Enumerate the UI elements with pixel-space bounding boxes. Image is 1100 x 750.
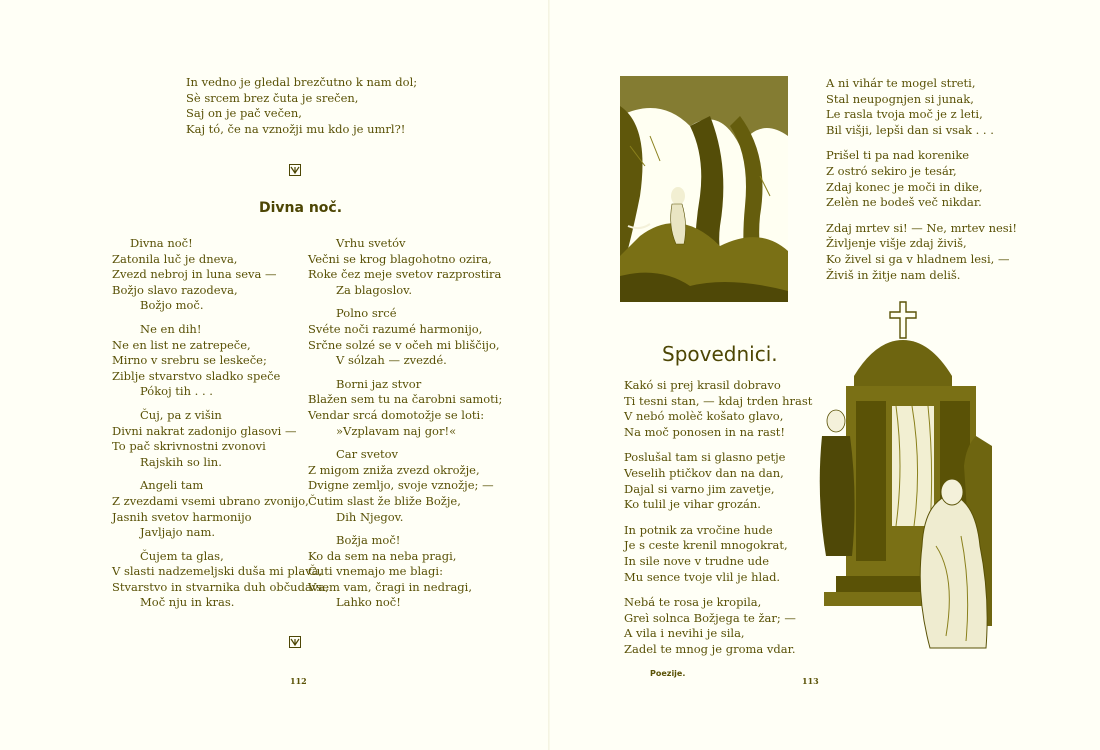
verse-line: Pókoj tih . . . [140, 384, 213, 399]
verse-line: Vsem vam, čragi in nedragi, [308, 579, 472, 594]
verse-line: In sile nove v trudne ude [624, 553, 770, 568]
stanza [112, 236, 302, 314]
verse-line: Blažen sem tu na čarobni samoti; [308, 392, 503, 407]
verse-line: V slasti nadzemeljski duša mi plava, [112, 564, 323, 579]
stanza [308, 236, 502, 298]
poem-title: Spovednici. [662, 342, 778, 366]
verse-line: Javljajo nam. [140, 525, 216, 540]
page-number: 112 [290, 676, 307, 686]
stanza [112, 478, 309, 540]
verse-line: Božjo moč. [140, 298, 204, 313]
verse-line: Veselih ptičkov dan na dan, [624, 465, 784, 480]
poem-bottom-column [624, 378, 812, 658]
verse-line: Greì solnca Božjega te žar; — [624, 610, 796, 625]
verse-line: Le rasla tvoja moč je z leti, [826, 107, 983, 122]
verse-line: Car svetov [336, 447, 399, 462]
stanza [308, 376, 503, 439]
verse-line: Ne en list ne zatrepeče, [112, 337, 251, 352]
verse-line: Čutim slast že bliže Božje, [308, 493, 461, 508]
verse-line: In vedno je gledal brezčutno k nam dol; [186, 75, 418, 89]
verse-line: Polno srcé [336, 306, 397, 321]
verse-line: Lahko noč! [336, 595, 401, 610]
verse-line: Sè srcem brez čuta je srečen, [186, 90, 359, 105]
verse-line: Z migom zniža zvezd okrožje, [308, 462, 480, 477]
verse-line: Ti tesni stan, — kdaj trden hrast [624, 393, 813, 408]
verse-line: Čujem ta glas, [140, 548, 224, 563]
verse-line: Borni jaz stvor [336, 376, 422, 391]
verse-line: Kaj tó, če na vznožji mu kdo je umrl?! [186, 121, 406, 136]
verse-line: Čuj, pa z višin [140, 407, 222, 422]
stanza [112, 322, 302, 400]
verse-line: Z ostró sekiro je tesár, [826, 163, 957, 178]
verse-line: Saj on je pač večen, [186, 106, 302, 121]
verse-line: Dajal si varno jim zavetje, [624, 481, 775, 496]
verse-line: V sólzah — zvezdé. [336, 353, 447, 368]
verse-line: Zadel te mnog je groma vdar. [624, 641, 796, 656]
verse-line: »Vzplavam naj gor!« [336, 423, 457, 438]
verse-line: Roke čez meje svetov razprostira [308, 267, 502, 282]
verse-line: Ko živel si ga v hladnem lesi, — [826, 251, 1010, 266]
verse-line: Mirno v srebru se leskeče; [112, 353, 267, 368]
verse-line: Divna noč! [130, 236, 193, 250]
verse-line: Življenje višje zdaj živiš, [826, 236, 967, 251]
verse-line: To pač skrivnostni zvonovi [112, 439, 266, 454]
verse-line: Srčne solzé se v očeh mi bliščijo, [308, 337, 500, 352]
verse-line: A vila i nevihi je sila, [624, 626, 745, 641]
verse-line: Zatonila luč je dneva, [112, 251, 238, 266]
verse-line: Zvezd nebroj in luna seva — [112, 267, 277, 282]
verse-line: Divni nakrat zadonijo glasovi — [112, 423, 297, 438]
stanza [624, 378, 812, 440]
poem-column-1 [112, 236, 329, 611]
stanza [112, 408, 302, 470]
top-stanza [186, 75, 417, 137]
right-page [550, 0, 1100, 750]
verse-line: Ziblje stvarstvo sladko speče [112, 368, 281, 383]
verse-line: Je s ceste krenil mnogokrat, [624, 538, 788, 553]
verse-line: Vrhu svetóv [336, 236, 406, 250]
verse-line: Kakó si prej krasil dobravo [624, 378, 781, 392]
verse-line: Večni se krog blagohotno ozira, [308, 251, 492, 266]
page-number: 113 [802, 676, 819, 686]
verse-line: A ni vihár te mogel streti, [826, 76, 976, 90]
verse-line: Bil višji, lepši dan si vsak . . . [826, 122, 994, 137]
ornament-icon [289, 164, 301, 176]
verse-line: Mu sence tvoje vlil je hlad. [624, 569, 781, 584]
poem-top-column [826, 76, 1017, 283]
verse-line: Živiš in žitje nam deliš. [826, 267, 961, 282]
stanza [826, 148, 1017, 210]
verse-line: Zdaj mrtev si! — Ne, mrtev nesi! [826, 220, 1017, 235]
verse-line: Zdaj konec je moči in dike, [826, 179, 983, 194]
stanza [826, 221, 1017, 283]
stanza [624, 523, 812, 585]
verse-line: Ko da sem na neba pragi, [308, 548, 457, 563]
verse-line: In potnik za vročine hude [624, 522, 773, 537]
stanza [624, 450, 812, 512]
poem-column-2 [308, 236, 503, 611]
verse-line: Ne en dih! [140, 321, 202, 336]
verse-line: Dih Njegov. [336, 509, 404, 524]
stanza [308, 306, 498, 368]
verse-line: Za blagoslov. [336, 282, 412, 297]
stanza [624, 595, 812, 657]
verse-line: Stvarstvo in stvarnika duh občudava, [112, 579, 329, 594]
forest-illustration [620, 76, 788, 302]
verse-line: Poslušal tam si glasno petje [624, 450, 786, 465]
verse-line: Prišel ti pa nad korenike [826, 148, 970, 163]
verse-line: Na moč ponosen in na rast! [624, 424, 786, 439]
signature-mark: Poezije. [650, 669, 686, 678]
ornament-icon [289, 636, 301, 648]
verse-line: Z zvezdami vsemi ubrano zvonijo, [112, 493, 309, 508]
confessional-illustration [796, 296, 992, 656]
verse-line: Rajskih so lin. [140, 454, 222, 469]
stanza [308, 533, 498, 611]
verse-line: Nebá te rosa je kropila, [624, 595, 762, 610]
verse-line: Ko tulil je vihar grozán. [624, 497, 761, 512]
verse-line: Angeli tam [140, 478, 204, 493]
verse-line: Božjo slavo razodeva, [112, 282, 238, 297]
stanza [112, 548, 329, 611]
verse-line: Vendar srcá domotožje se loti: [308, 407, 485, 422]
verse-line: Čuti vnemajo me blagi: [308, 564, 443, 579]
verse-line: Božja moč! [336, 533, 401, 548]
verse-line: Zelèn ne bodeš več nikdar. [826, 195, 982, 210]
stanza [308, 447, 498, 525]
verse-line: V nebó molèč košato glavo, [624, 409, 784, 424]
verse-line: Moč nju in kras. [140, 595, 235, 610]
verse-line: Jasnih svetov harmonijo [112, 509, 252, 524]
verse-line: Dvigne zemljo, svoje vznožje; — [308, 478, 494, 493]
verse-line: Svéte noči razumé harmonijo, [308, 321, 483, 336]
poem-title: Divna noč. [259, 200, 343, 216]
stanza [826, 76, 1017, 138]
verse-line: Stal neupognjen si junak, [826, 91, 974, 106]
